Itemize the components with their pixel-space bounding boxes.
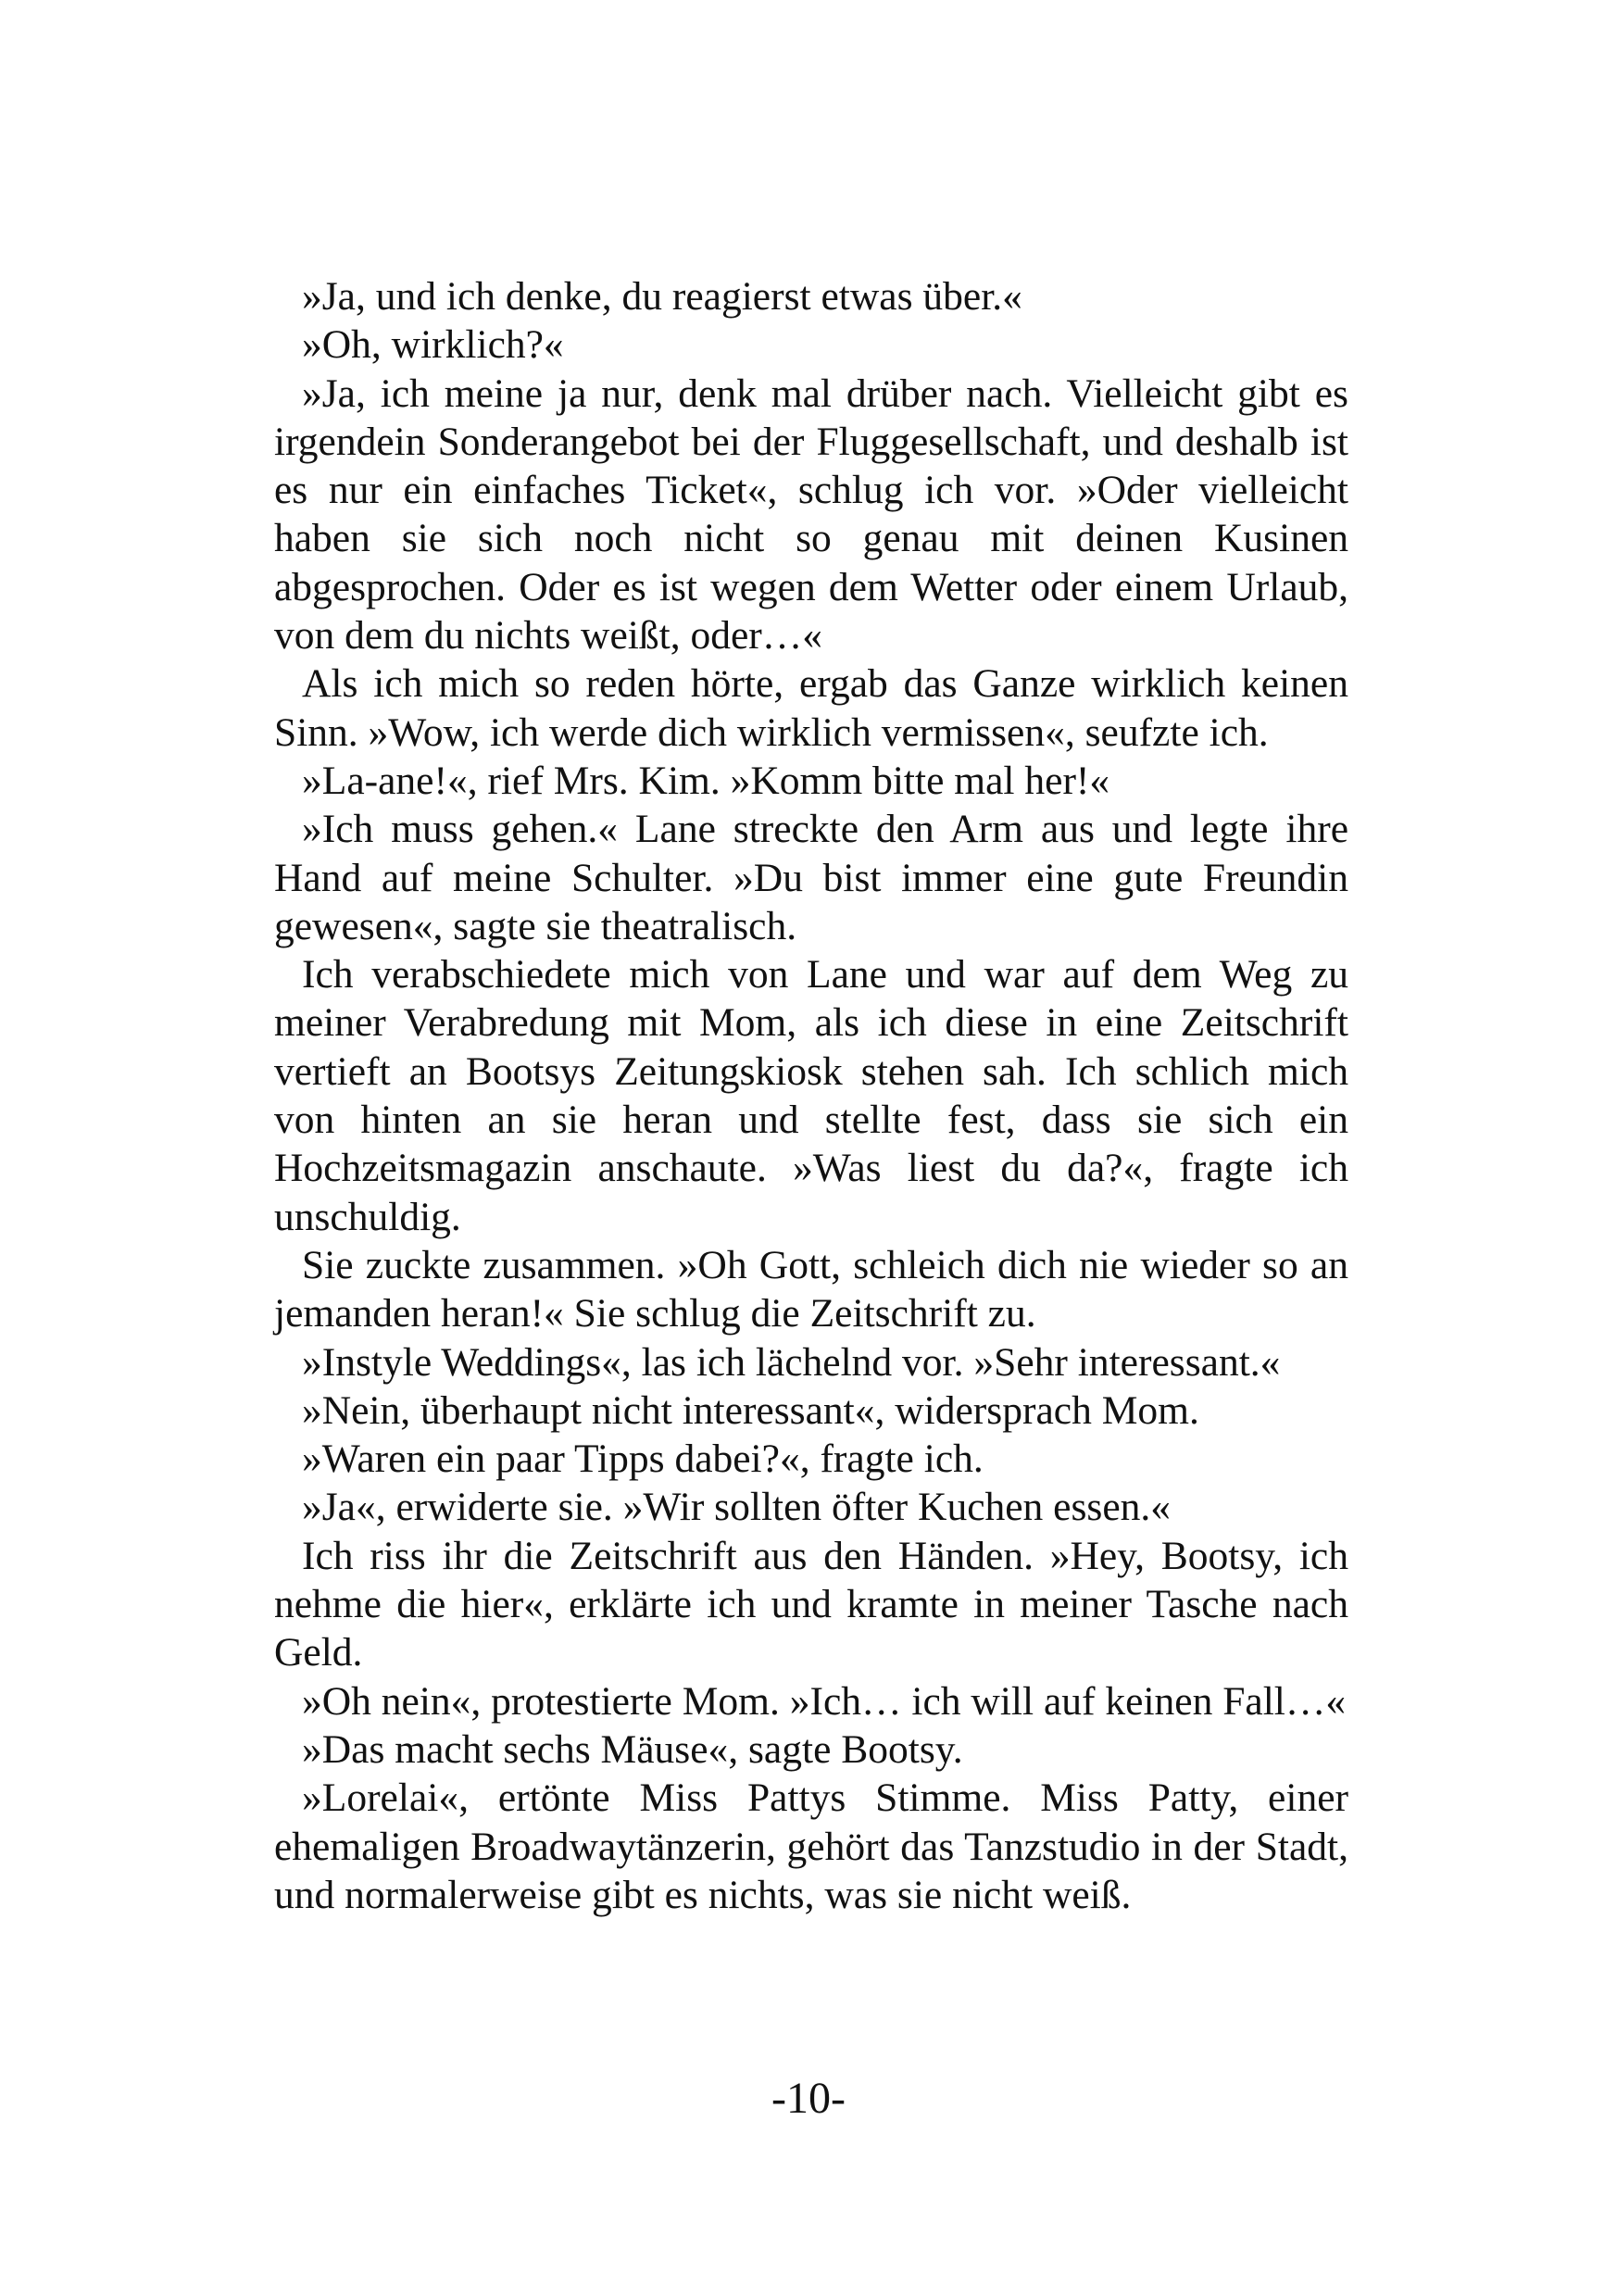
paragraph-4: Als ich mich so reden hörte, ergab das Ganze wirklich keinen Sinn. »Wow, ich werde dich wirklich vermissen«, seufzte ich. (274, 661, 1348, 755)
paragraph-15: »Das macht sechs Mäuse«, sagte Bootsy. (302, 1726, 963, 1772)
paragraph-3: »Ja, ich meine ja nur, denk mal drüber nach. Vielleicht gibt es irgendein Sonderangebot bei der Fluggesellschaft, und deshalb ist es nur ein einfaches Ticket«, schlug ich vor. »Oder vielleicht haben sie sich noch nicht so genau mit deinen Kusinen abgesprochen. Oder es ist wegen dem Wetter oder einem Urlaub, von dem du nichts weißt, oder…« (274, 370, 1348, 659)
paragraph-11: »Waren ein paar Tipps dabei?«, fragte ich. (302, 1437, 984, 1482)
paragraph-9: »Instyle Weddings«, las ich lächelnd vor. »Sehr interessant.« (302, 1339, 1281, 1385)
paragraph-10: »Nein, überhaupt nicht interessant«, widersprach Mom. (302, 1387, 1199, 1433)
body-text (274, 272, 1348, 1919)
paragraph-16: »Lorelai«, ertönte Miss Pattys Stimme. Miss Patty, einer ehemaligen Broadwaytänzerin, gehört das Tanzstudio in der Stadt, und normalerweise gibt es nichts, was sie nicht weiß. (274, 1775, 1348, 1917)
paragraph-13: Ich riss ihr die Zeitschrift aus den Händen. »Hey, Bootsy, ich nehme die hier«, erklärte ich und kramte in meiner Tasche nach Geld. (274, 1533, 1348, 1675)
paragraph-5: »La-ane!«, rief Mrs. Kim. »Komm bitte mal her!« (302, 758, 1110, 803)
page-number: -10- (771, 2074, 846, 2123)
paragraph-14: »Oh nein«, protestierte Mom. »Ich… ich will auf keinen Fall…« (302, 1678, 1347, 1724)
paragraph-12: »Ja«, erwiderte sie. »Wir sollten öfter Kuchen essen.« (302, 1485, 1172, 1530)
paragraph-6: »Ich muss gehen.« Lane streckte den Arm aus und legte ihre Hand auf meine Schulter. »Du bist immer eine gute Freundin gewesen«, sagte sie theatralisch. (274, 807, 1348, 948)
paragraph-1: »Ja, und ich denke, du reagierst etwas über.« (302, 274, 1022, 319)
paragraph-2: »Oh, wirklich?« (302, 322, 564, 368)
paragraph-8: Sie zuckte zusammen. »Oh Gott, schleich dich nie wieder so an jemanden heran!« Sie schlug die Zeitschrift zu. (274, 1242, 1348, 1336)
paragraph-7: Ich verabschiedete mich von Lane und war auf dem Weg zu meiner Verabredung mit Mom, als ich diese in eine Zeitschrift vertieft an Bootsys Zeitungskiosk stehen sah. Ich schlich mich von hinten an sie heran und stellte fest, dass sie sich ein Hochzeitsmagazin anschaute. »Was liest du da?«, fragte ich unschuldig. (274, 952, 1348, 1239)
